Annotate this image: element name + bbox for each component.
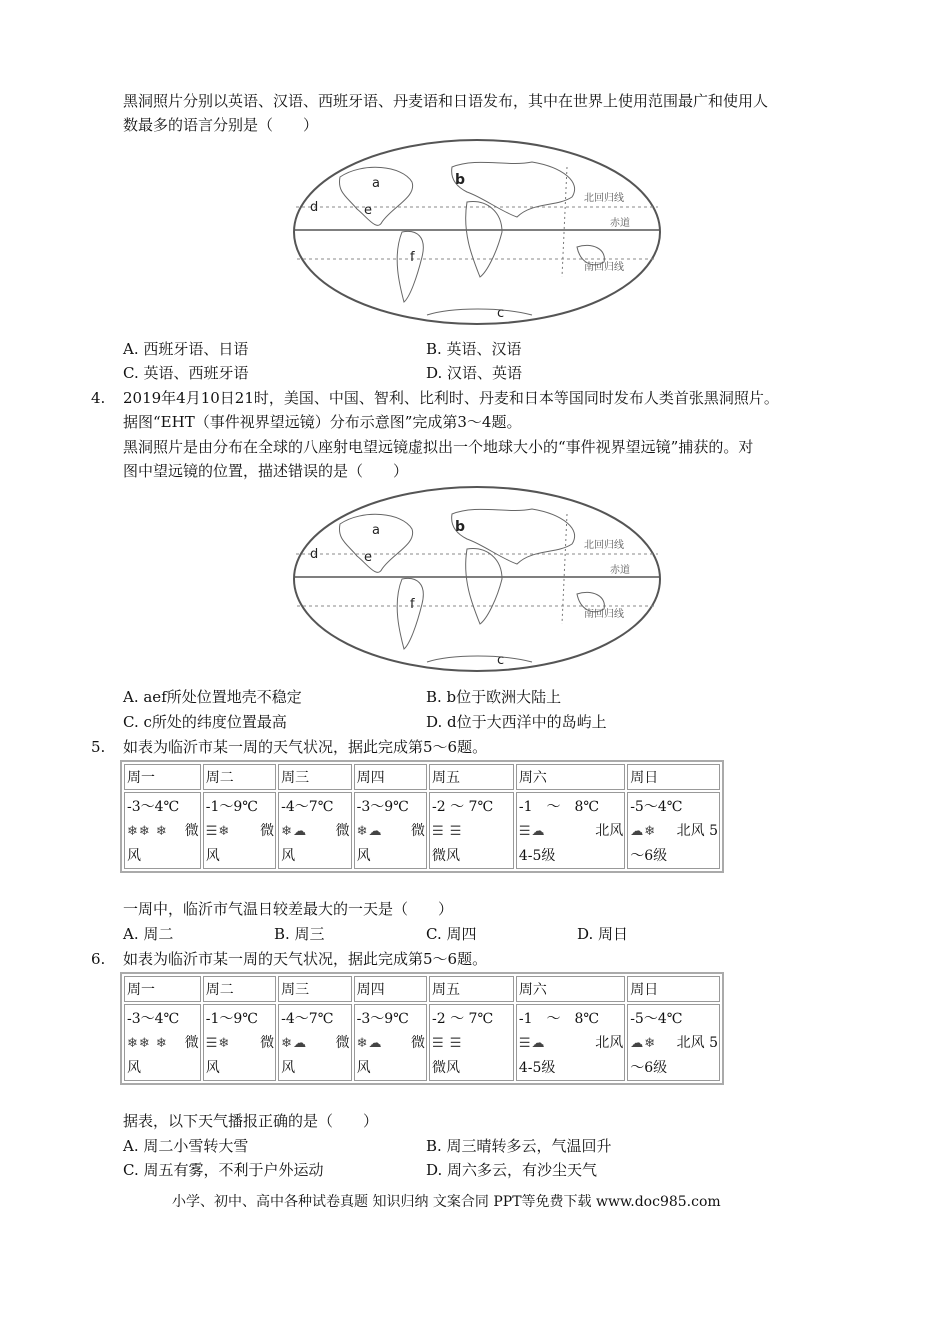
q4-option-c: C. c所处的纬度位置最高 [123, 713, 287, 731]
q4-stem-line3: 黑洞照片是由分布在全球的八座射电望远镜虚拟出一个地球大小的“事件视界望远镜”捕获的。对 [123, 438, 754, 456]
weather-cell: -1～9℃ ☰❄ 微 风 [203, 792, 276, 869]
day-header: 周六 [516, 976, 625, 1002]
map2-label-f: f [410, 597, 415, 612]
map1-label-a: a [372, 176, 380, 191]
q4-stem-line1: 2019年4月10日21时，美国、中国、智利、比利时、丹麦和日本等国同时发布人类首张黑洞照片。 [123, 389, 779, 407]
day-header: 周日 [627, 764, 720, 790]
weather-table-1 [120, 760, 724, 873]
fog-snow-icon: ☰❄ [205, 1036, 231, 1051]
weather-table-2 [120, 972, 724, 1085]
weather-cell: -1 ～ 8℃ ☰☁ 北风 4-5级 [516, 792, 625, 869]
weather-cell: -2 ～ 7℃ ☰ ☰ 微风 [429, 792, 514, 869]
weather-cell: -3～4℃ ❄❄ ❄ 微 风 [124, 792, 201, 869]
q4-stem-line4: 图中望远镜的位置，描述错误的是（ ） [123, 462, 409, 480]
day-header: 周二 [203, 976, 276, 1002]
q4-stem-line2: 据图“EHT（事件视界望远镜）分布示意图”完成第3～4题。 [123, 413, 522, 431]
map1-label-e: e [364, 203, 372, 218]
weather-cell: -4～7℃ ❄☁ 微 风 [278, 1004, 351, 1081]
page-footer: 小学、初中、高中各种试卷真题 知识归纳 文案合同 PPT等免费下载 www.doc985.com [172, 1194, 721, 1210]
map2-line-equator: 赤道 [610, 565, 630, 576]
q5-option-d: D. 周日 [577, 925, 629, 943]
q5-option-c: C. 周四 [426, 925, 477, 943]
q3-option-d: D. 汉语、英语 [426, 364, 523, 382]
q3-stem-line1: 黑洞照片分别以英语、汉语、西班牙语、丹麦语和日语发布，其中在世界上使用范围最广和使用人 [123, 92, 769, 110]
q5-question: 一周中，临沂市气温日较差最大的一天是（ ） [123, 900, 454, 918]
world-map-1 [292, 137, 663, 327]
fog-cloudy-icon: ☰☁ [518, 824, 546, 839]
snow-cloudy-icon: ❄☁ [356, 1036, 383, 1051]
day-header: 周一 [124, 976, 201, 1002]
day-header: 周四 [354, 764, 427, 790]
day-header: 周五 [429, 976, 514, 1002]
map1-line-tropic-capricorn: 南回归线 [584, 262, 624, 273]
cloudy-snow-icon: ☁❄ [630, 1036, 657, 1051]
weather-cell: -1～9℃ ☰❄ 微 风 [203, 1004, 276, 1081]
q6-option-b: B. 周三晴转多云，气温回升 [426, 1137, 612, 1155]
cloudy-snow-icon: ☁❄ [630, 824, 657, 839]
map2-label-a: a [372, 523, 380, 538]
map1-label-f: f [410, 250, 415, 265]
fog-icon: ☰ ☰ [432, 824, 463, 839]
weather-cell: -4～7℃ ❄☁ 微 风 [278, 792, 351, 869]
q4-option-b: B. b位于欧洲大陆上 [426, 688, 562, 706]
map1-label-b: b [455, 172, 466, 188]
q6-option-a: A. 周二小雪转大雪 [123, 1137, 249, 1155]
q6-number: 6. [91, 950, 106, 968]
q5-stem: 如表为临沂市某一周的天气状况，据此完成第5～6题。 [123, 738, 488, 756]
day-header: 周日 [627, 976, 720, 1002]
q4-number: 4. [91, 389, 106, 407]
q5-option-a: A. 周二 [123, 925, 174, 943]
map1-label-d: d [310, 200, 319, 215]
snow-icon: ❄❄ ❄ [127, 1036, 168, 1051]
q3-option-a: A. 西班牙语、日语 [123, 340, 249, 358]
map2-label-e: e [364, 550, 372, 565]
weather-cell: -1 ～ 8℃ ☰☁ 北风 4-5级 [516, 1004, 625, 1081]
q6-question: 据表，以下天气播报正确的是（ ） [123, 1112, 379, 1130]
q5-option-b: B. 周三 [274, 925, 325, 943]
day-header: 周三 [278, 976, 351, 1002]
map1-line-tropic-cancer: 北回归线 [584, 193, 624, 204]
day-header: 周三 [278, 764, 351, 790]
snow-cloudy-icon: ❄☁ [356, 824, 383, 839]
fog-icon: ☰ ☰ [432, 1036, 463, 1051]
fog-snow-icon: ☰❄ [205, 824, 231, 839]
map2-label-d: d [310, 547, 319, 562]
fog-cloudy-icon: ☰☁ [518, 1036, 546, 1051]
weather-cell: -5～4℃ ☁❄ 北风 5 ～6级 [627, 1004, 720, 1081]
map2-label-b: b [455, 519, 466, 535]
weather-cell: -3～9℃ ❄☁ 微 风 [354, 792, 427, 869]
day-header: 周四 [354, 976, 427, 1002]
snow-icon: ❄❄ ❄ [127, 824, 168, 839]
q3-option-c: C. 英语、西班牙语 [123, 364, 249, 382]
q3-option-b: B. 英语、汉语 [426, 340, 522, 358]
weather-cell: -3～4℃ ❄❄ ❄ 微 风 [124, 1004, 201, 1081]
weather-cell: -3～9℃ ❄☁ 微 风 [354, 1004, 427, 1081]
snow-cloudy-icon: ❄☁ [281, 824, 308, 839]
map2-label-c: c [497, 653, 505, 668]
q5-number: 5. [91, 738, 106, 756]
q6-option-c: C. 周五有雾，不利于户外运动 [123, 1161, 324, 1179]
q4-option-a: A. aef所处位置地壳不稳定 [123, 688, 302, 706]
map1-line-equator: 赤道 [610, 218, 630, 229]
snow-cloudy-icon: ❄☁ [281, 1036, 308, 1051]
weather-cell: -2 ～ 7℃ ☰ ☰ 微风 [429, 1004, 514, 1081]
q6-option-d: D. 周六多云，有沙尘天气 [426, 1161, 598, 1179]
day-header: 周六 [516, 764, 625, 790]
q4-option-d: D. d位于大西洋中的岛屿上 [426, 713, 607, 731]
q3-stem-line2: 数最多的语言分别是（ ） [123, 116, 319, 134]
day-header: 周一 [124, 764, 201, 790]
day-header: 周五 [429, 764, 514, 790]
day-header: 周二 [203, 764, 276, 790]
world-map-2 [292, 484, 663, 674]
weather-cell: -5～4℃ ☁❄ 北风 5 ～6级 [627, 792, 720, 869]
map2-line-tropic-cancer: 北回归线 [584, 540, 624, 551]
map1-label-c: c [497, 306, 505, 321]
map2-line-tropic-capricorn: 南回归线 [584, 609, 624, 620]
q6-stem: 如表为临沂市某一周的天气状况，据此完成第5～6题。 [123, 950, 488, 968]
